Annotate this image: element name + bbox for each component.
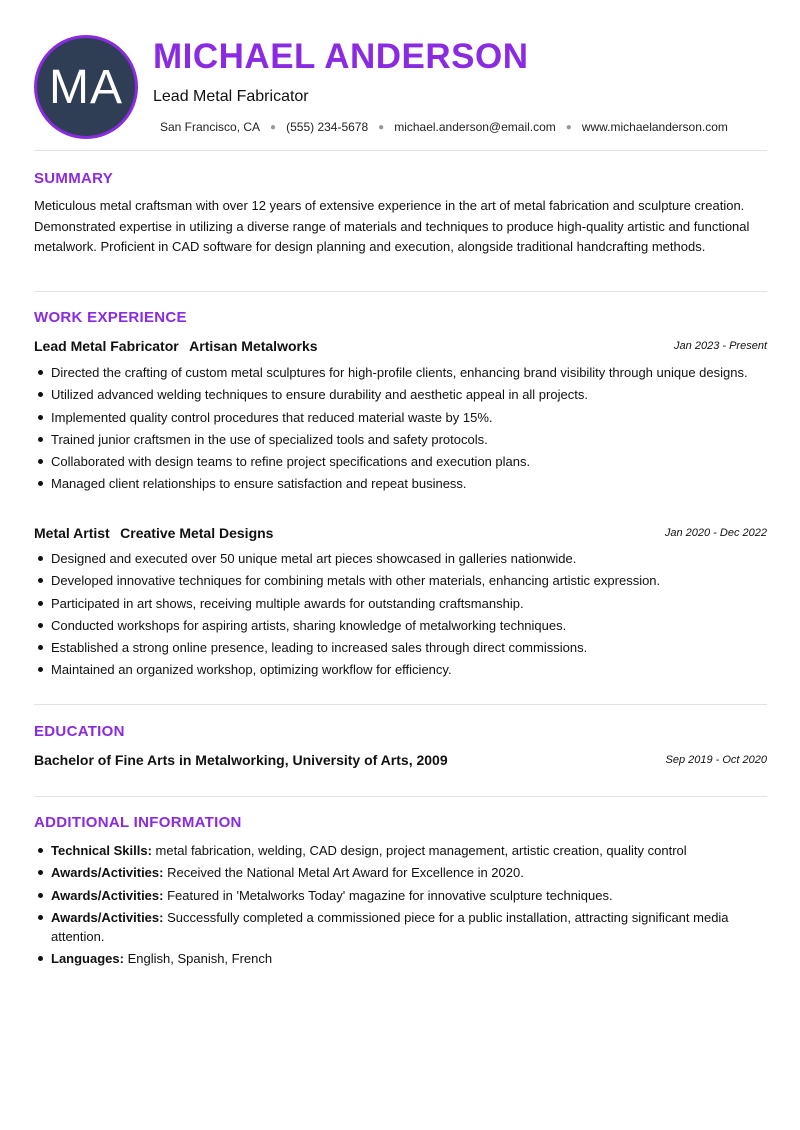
list-item: Participated in art shows, receiving multiple awards for outstanding craftsmanship. (34, 594, 754, 613)
education-entry (34, 752, 767, 770)
info-label: Awards/Activities: (51, 865, 164, 881)
contact-location: San Francisco, CA (160, 120, 261, 134)
contact-email[interactable]: michael.anderson@email.com (394, 120, 556, 134)
contact-phone: (555) 234-5678 (286, 120, 369, 134)
divider (34, 291, 767, 292)
education-degree: Bachelor of Fine Arts in Metalworking, University of Arts, 2009 (34, 752, 448, 768)
list-item: Managed client relationships to ensure satisfaction and repeat business. (34, 474, 754, 493)
list-item: Collaborated with design teams to refine project specifications and execution plans. (34, 452, 754, 471)
avatar (34, 35, 138, 139)
candidate-role: Lead Metal Fabricator (153, 88, 309, 105)
divider (34, 704, 767, 705)
summary-text: Meticulous metal craftsman with over 12 years of extensive experience in the art of metal fabrication and sculpture creation. Demonstrated expertise in utilizing a diverse range of materials and techniques to produce high-quality artistic and functional metalwork. Proficient in CAD software for design planning and execution, alongside traditional handcrafting methods. (34, 198, 750, 254)
info-text: English, Spanish, French (127, 951, 273, 967)
divider (34, 796, 767, 797)
list-item: Maintained an organized workshop, optimizing workflow for efficiency. (34, 660, 754, 679)
contact-row (160, 120, 728, 134)
work-experience-heading: WORK EXPERIENCE (34, 309, 187, 326)
education-dates: Sep 2019 - Oct 2020 (665, 754, 767, 766)
additional-info-heading: ADDITIONAL INFORMATION (34, 814, 242, 831)
info-label: Technical Skills: (51, 843, 152, 858)
list-item (34, 908, 754, 946)
list-item (34, 841, 754, 860)
info-text: Featured in 'Metalworks Today' magazine for innovative sculpture techniques. (167, 887, 613, 903)
education-heading: EDUCATION (34, 723, 125, 740)
list-item: Utilized advanced welding techniques to ensure durability and aesthetic appeal in all projects. (34, 385, 754, 404)
job-title: Metal Artist (34, 525, 110, 541)
list-item: Trained junior craftsmen in the use of specialized tools and safety protocols. (34, 430, 754, 449)
summary-heading: SUMMARY (34, 170, 114, 187)
list-item (34, 886, 754, 905)
info-text: metal fabrication, welding, CAD design, project management, artistic creation, quality control (155, 843, 687, 858)
job-title: Lead Metal Fabricator (34, 338, 179, 354)
avatar-initials: MA (49, 60, 123, 114)
separator-dot-icon: ● (565, 121, 572, 133)
info-text: Received the National Metal Art Award for Excellence in 2020. (167, 865, 524, 881)
candidate-name: MICHAEL ANDERSON (153, 37, 529, 76)
contact-website[interactable]: www.michaelanderson.com (581, 120, 728, 134)
list-item: Designed and executed over 50 unique metal art pieces showcased in galleries nationwide. (34, 549, 754, 568)
separator-dot-icon: ● (378, 121, 385, 133)
job-dates: Jan 2023 - Present (674, 340, 767, 352)
list-item: Conducted workshops for aspiring artists, sharing knowledge of metalworking techniques. (34, 616, 754, 635)
additional-info-list (34, 841, 754, 971)
job-company: Artisan Metalworks (189, 338, 318, 354)
list-item: Directed the crafting of custom metal sculptures for high-profile clients, enhancing brand visibility through unique designs. (34, 363, 754, 382)
list-item: Established a strong online presence, leading to increased sales through direct commissions. (34, 638, 754, 657)
job-bullets (34, 549, 754, 683)
job-dates: Jan 2020 - Dec 2022 (664, 527, 767, 539)
info-label: Awards/Activities: (51, 887, 164, 903)
job-bullets (34, 363, 754, 497)
separator-dot-icon: ● (270, 121, 277, 133)
info-label: Languages: (51, 951, 124, 967)
list-item (34, 949, 754, 968)
info-label: Awards/Activities: (51, 909, 164, 925)
list-item (34, 863, 754, 882)
job-company: Creative Metal Designs (120, 525, 274, 541)
list-item: Developed innovative techniques for combining metals with other materials, enhancing artistic expression. (34, 571, 754, 590)
divider (34, 150, 767, 151)
info-text: Successfully completed a commissioned piece for a public installation, attracting significant media attention. (51, 909, 729, 944)
job-header (34, 338, 767, 356)
list-item: Implemented quality control procedures that reduced material waste by 15%. (34, 408, 754, 427)
job-header (34, 525, 767, 543)
